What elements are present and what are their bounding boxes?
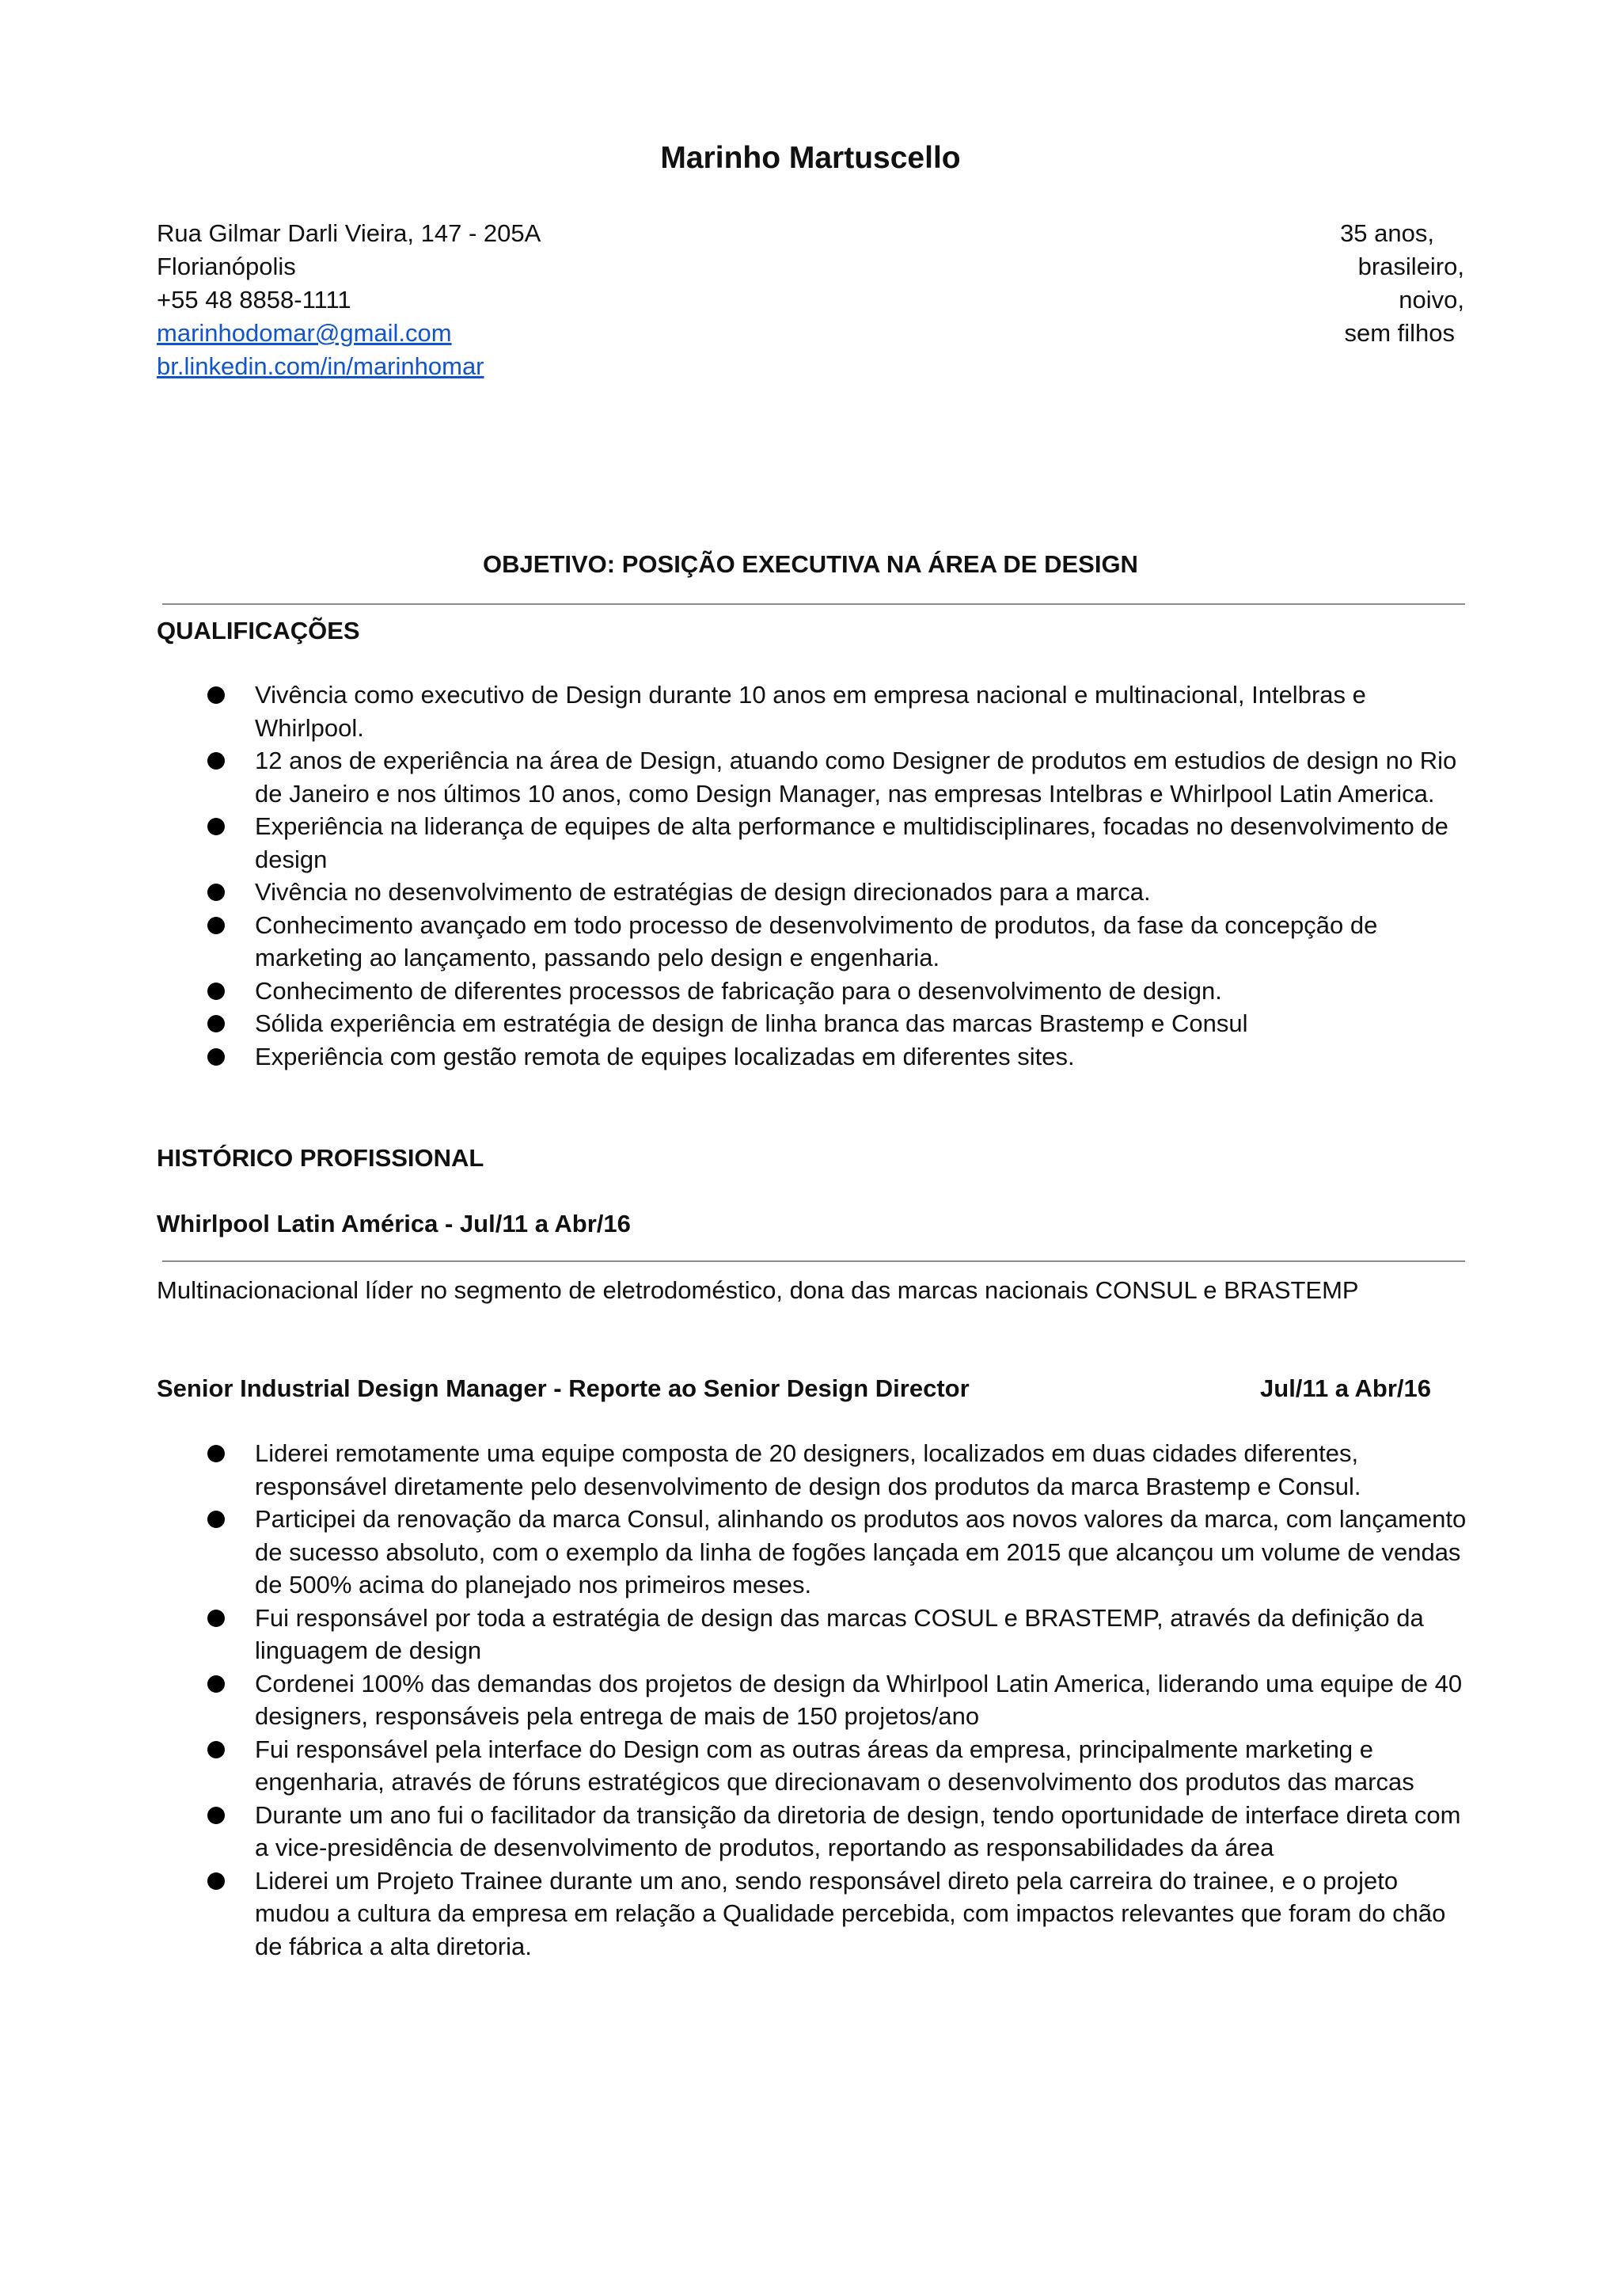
list-item: Cordenei 100% das demandas dos projetos de design da Whirlpool Latin America, liderando uma equipe de 40 designers, responsáveis pela entrega de mais de 150 projetos/ano: [157, 1667, 1471, 1733]
role-responsibilities-list: [157, 1437, 1471, 1963]
list-item: Durante um ano fui o facilitador da transição da diretoria de design, tendo oportunidade de interface direta com a vice-presidência de desenvolvimento de produtos, reportando as responsabilidades da área: [157, 1799, 1471, 1865]
list-item: Vivência no desenvolvimento de estratégias de design direcionados para a marca.: [157, 876, 1471, 909]
list-item: Fui responsável por toda a estratégia de design das marcas COSUL e BRASTEMP, através da definição da linguagem de design: [157, 1602, 1471, 1667]
bullet-icon: [207, 1445, 225, 1462]
list-item: Sólida experiência em estratégia de design de linha branca das marcas Brastemp e Consul: [157, 1007, 1471, 1040]
objective-heading: OBJETIVO: POSIÇÃO EXECUTIVA NA ÁREA DE DESIGN: [483, 550, 1138, 578]
address: Rua Gilmar Darli Vieira, 147 - 205A: [157, 219, 541, 247]
list-item: Liderei remotamente uma equipe composta de 20 designers, localizados em duas cidades diferentes, responsável diretamente pelo desenvolvimento de design dos produtos da marca Brastemp e Consul.: [157, 1437, 1471, 1503]
qualifications-heading: QUALIFICAÇÕES: [157, 617, 360, 644]
linkedin-link[interactable]: br.linkedin.com/in/marinhomar: [157, 352, 484, 380]
bullet-icon: [207, 818, 225, 835]
bullet-icon: [207, 752, 225, 770]
age: 35 anos,: [1340, 219, 1434, 247]
marital-status: noivo,: [1399, 286, 1464, 314]
email-link[interactable]: marinhodomar@gmail.com: [157, 319, 452, 347]
nationality: brasileiro,: [1357, 253, 1464, 280]
company-heading: Whirlpool Latin América - Jul/11 a Abr/16: [157, 1210, 631, 1237]
bullet-icon: [207, 884, 225, 901]
history-heading: HISTÓRICO PROFISSIONAL: [157, 1144, 484, 1172]
role-dates: Jul/11 a Abr/16: [1260, 1374, 1431, 1402]
bullet-icon: [207, 686, 225, 704]
bullet-icon: [207, 1048, 225, 1066]
list-item: Liderei um Projeto Trainee durante um ano, sendo responsável direto pela carreira do trainee, e o projeto mudou a cultura da empresa em relação a Qualidade percebida, com impactos relevantes que foram do chão de fábrica a alta diretoria.: [157, 1865, 1471, 1963]
city: Florianópolis: [157, 253, 296, 280]
qualifications-list: [157, 679, 1471, 1073]
candidate-name: Marinho Martuscello: [660, 141, 961, 175]
divider: [162, 603, 1465, 605]
bullet-icon: [207, 1610, 225, 1627]
bullet-icon: [207, 1015, 225, 1032]
children: sem filhos: [1344, 319, 1455, 347]
list-item: 12 anos de experiência na área de Design, atuando como Designer de produtos em estudios de design no Rio de Janeiro e nos últimos 10 anos, como Design Manager, nas empresas Intelbras e Whirlpool Latin America.: [157, 744, 1471, 810]
bullet-icon: [207, 983, 225, 1000]
personal-info-block: [1340, 217, 1464, 350]
bullet-icon: [207, 1511, 225, 1528]
bullet-icon: [207, 917, 225, 934]
list-item: Conhecimento avançado em todo processo de desenvolvimento de produtos, da fase da concepção de marketing ao lançamento, passando pelo design e engenharia.: [157, 909, 1471, 975]
role-title: Senior Industrial Design Manager - Reporte ao Senior Design Director: [157, 1374, 970, 1402]
bullet-icon: [207, 1675, 225, 1693]
list-item: Experiência na liderança de equipes de alta performance e multidisciplinares, focadas no desenvolvimento de design: [157, 810, 1471, 876]
list-item: Vivência como executivo de Design durante 10 anos em empresa nacional e multinacional, Intelbras e Whirlpool.: [157, 679, 1471, 744]
bullet-icon: [207, 1741, 225, 1758]
bullet-icon: [207, 1807, 225, 1824]
company-description: Multinacionacional líder no segmento de eletrodoméstico, dona das marcas nacionais CONSUL e BRASTEMP: [157, 1276, 1359, 1304]
list-item: Conhecimento de diferentes processos de fabricação para o desenvolvimento de design.: [157, 975, 1471, 1008]
list-item: Participei da renovação da marca Consul, alinhando os produtos aos novos valores da marca, com lançamento de sucesso absoluto, com o exemplo da linha de fogões lançada em 2015 que alcançou um volume de vendas de 500% acima do planejado nos primeiros meses.: [157, 1503, 1471, 1602]
phone: +55 48 8858-1111: [157, 286, 351, 314]
divider: [162, 1260, 1465, 1262]
list-item: Experiência com gestão remota de equipes localizadas em diferentes sites.: [157, 1040, 1471, 1074]
contact-block: [157, 217, 541, 383]
list-item: Fui responsável pela interface do Design com as outras áreas da empresa, principalmente marketing e engenharia, através de fóruns estratégicos que direcionavam o desenvolvimento dos produtos das marcas: [157, 1733, 1471, 1799]
bullet-icon: [207, 1872, 225, 1890]
